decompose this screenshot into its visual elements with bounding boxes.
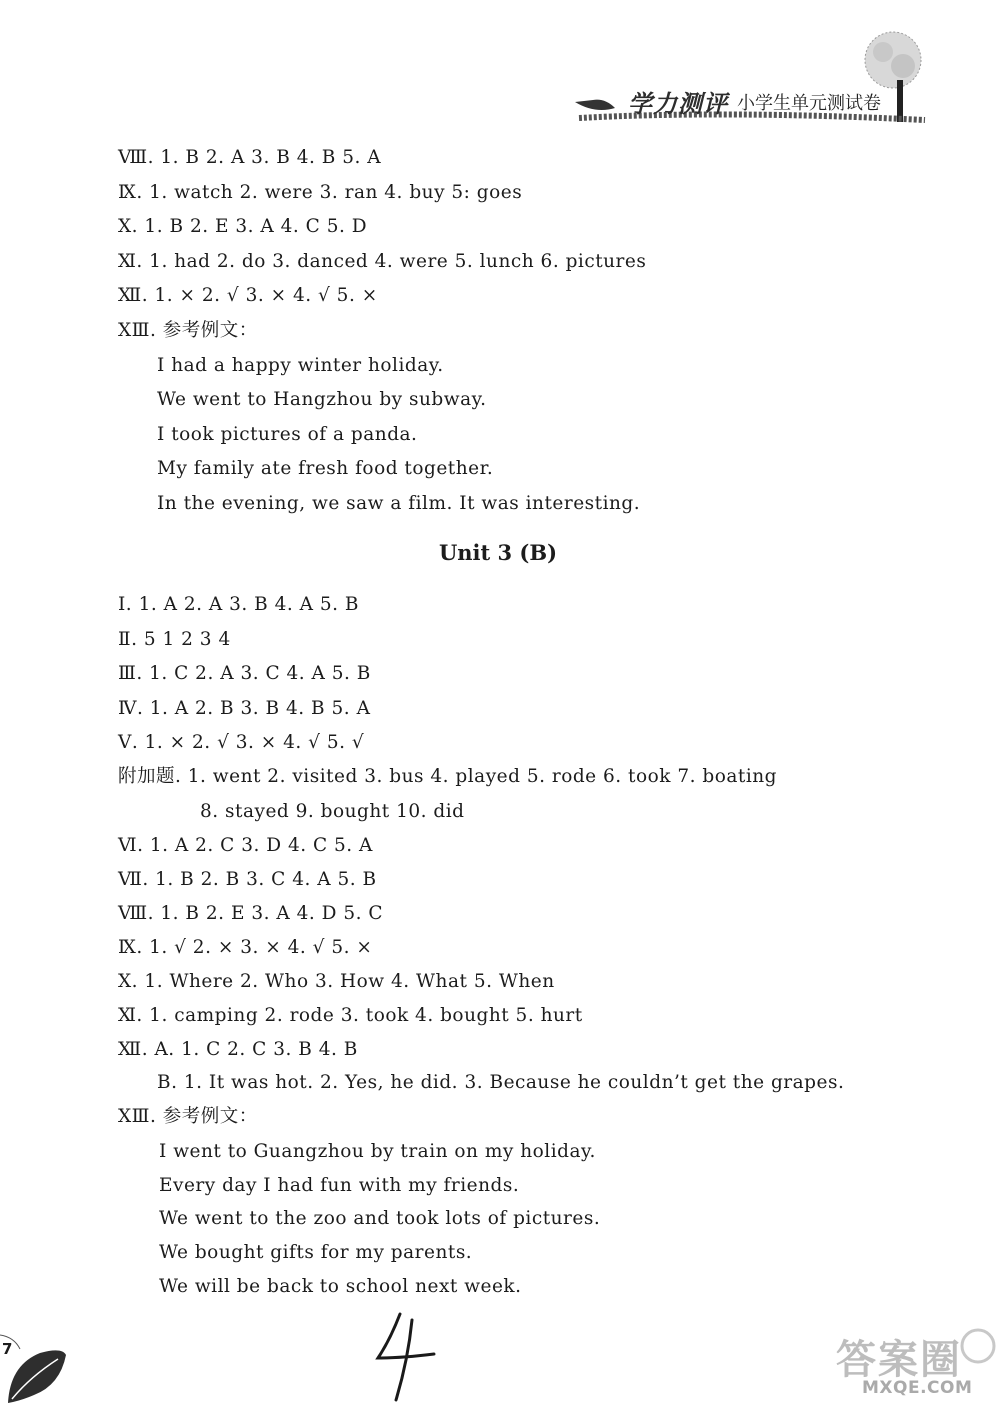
answer-line: Ⅸ. 1. √ 2. × 3. × 4. √ 5. × [118, 937, 373, 958]
answer-line: B. 1. It was hot. 2. Yes, he did. 3. Because he couldn’t get the grapes. [157, 1072, 845, 1093]
answer-line: Ⅻ. A. 1. C 2. C 3. B 4. B [118, 1039, 358, 1060]
essay-sentence: Every day I had fun with my friends. [159, 1175, 520, 1196]
bonus-answer-line: 附加题. 1. went 2. visited 3. bus 4. played 5. rode 6. took 7. boating [118, 766, 777, 787]
answer-line: Ⅲ. 1. C 2. A 3. C 4. A 5. B [118, 663, 371, 684]
essay-sentence: I took pictures of a panda. [157, 424, 418, 445]
answer-line: Ⅵ. 1. A 2. C 3. D 4. C 5. A [118, 835, 373, 856]
sample-essay-label: ⅩⅢ. 参考例文： [118, 1106, 258, 1127]
essay-sentence: I went to Guangzhou by train on my holiday. [159, 1141, 596, 1162]
essay-sentence: In the evening, we saw a film. It was interesting. [157, 493, 641, 514]
essay-sentence: We went to Hangzhou by subway. [157, 389, 487, 410]
answer-line: Ⅶ. 1. B 2. B 3. C 4. A 5. B [118, 869, 377, 890]
answer-line: Ⅸ. 1. watch 2. were 3. ran 4. buy 5: goes [118, 182, 523, 203]
answer-line: Ⅹ. 1. Where 2. Who 3. How 4. What 5. When [118, 971, 555, 992]
page-number: 7 [2, 1340, 13, 1358]
answer-line: Ⅰ. 1. A 2. A 3. B 4. A 5. B [118, 594, 360, 615]
essay-sentence: I had a happy winter holiday. [157, 355, 444, 376]
watermark-url: MXQE.COM [862, 1378, 973, 1398]
header-logo-graphic [575, 28, 935, 138]
unit-title: Unit 3 (B) [438, 540, 558, 565]
answer-line: Ⅹ. 1. B 2. E 3. A 4. C 5. D [118, 216, 368, 237]
essay-sentence: My family ate fresh food together. [157, 458, 494, 479]
handwritten-mark [372, 1310, 442, 1402]
bonus-answer-continuation: 8. stayed 9. bought 10. did [200, 801, 465, 822]
answer-line: Ⅺ. 1. camping 2. rode 3. took 4. bought 5. hurt [118, 1005, 583, 1026]
header-title: 学力测评 [628, 90, 728, 118]
answer-line: Ⅴ. 1. × 2. √ 3. × 4. √ 5. √ [118, 732, 365, 753]
leaf-icon [0, 1325, 70, 1405]
answer-line: Ⅺ. 1. had 2. do 3. danced 4. were 5. lunch 6. pictures [118, 251, 647, 272]
answer-line: Ⅷ. 1. B 2. E 3. A 4. D 5. C [118, 903, 384, 924]
sample-essay-label: ⅩⅢ. 参考例文： [118, 320, 258, 341]
answer-line: Ⅱ. 5 1 2 3 4 [118, 629, 231, 650]
essay-sentence: We will be back to school next week. [159, 1276, 522, 1297]
answer-line: Ⅻ. 1. × 2. √ 3. × 4. √ 5. × [118, 285, 378, 306]
header-subtitle: 小学生单元测试卷 [737, 93, 881, 114]
answer-line: Ⅳ. 1. A 2. B 3. B 4. B 5. A [118, 698, 371, 719]
essay-sentence: We went to the zoo and took lots of pictures. [159, 1208, 601, 1229]
essay-sentence: We bought gifts for my parents. [159, 1242, 473, 1263]
answer-line: Ⅷ. 1. B 2. A 3. B 4. B 5. A [118, 147, 382, 168]
watermark-brand: 答案圈 [836, 1337, 962, 1383]
